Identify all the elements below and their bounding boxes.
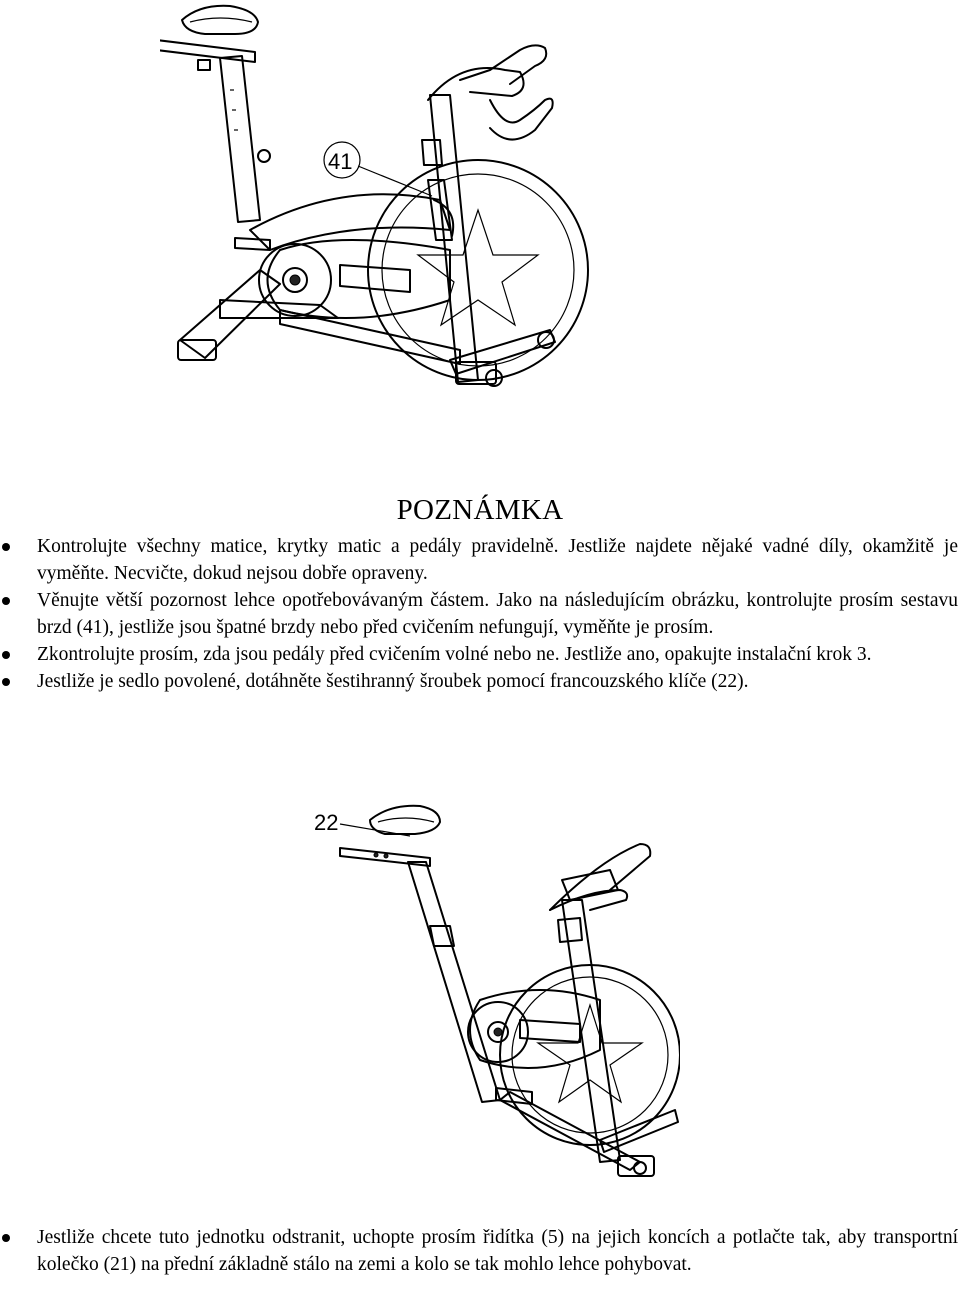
callout-22-label: 22 <box>314 810 339 835</box>
final-note-list <box>0 1224 960 1278</box>
note-item-1: Kontrolujte všechny matice, krytky matic a pedály pravidelně. Jestliže najdete nějaké vadné díly, okamžitě je vyměňte. Necvičte, dokud nejsou dobře opraveny. <box>0 533 960 587</box>
callout-41-label: 41 <box>328 149 353 174</box>
final-note-item: Jestliže chcete tuto jednotku odstranit, uchopte prosím řidítka (5) na jejich koncích a potlačte tak, aby transportní kolečko (21) na přední základně stálo na zemi a kolo se tak mohlo lehce pohybovat. <box>0 1224 960 1278</box>
bike-illustration-brake <box>160 0 590 400</box>
note-item-2: Věnujte větší pozornost lehce opotřebovávaným částem. Jako na následujícím obrázku, kontrolujte prosím sestavu brzd (41), jestliže jsou špatné brzdy nebo před cvičením nefungují, vyměňte je prosím. <box>0 587 960 641</box>
note-heading: POZNÁMKA <box>396 494 564 526</box>
note-item-3: Zkontrolujte prosím, zda jsou pedály před cvičením volné nebo ne. Jestliže ano, opakujte instalační krok 3. <box>0 641 960 668</box>
note-list <box>0 533 960 695</box>
note-item-4: Jestliže je sedlo povolené, dotáhněte šestihranný šroubek pomocí francouzského klíče (22). <box>0 668 960 695</box>
bike-illustration-seat <box>300 800 680 1190</box>
